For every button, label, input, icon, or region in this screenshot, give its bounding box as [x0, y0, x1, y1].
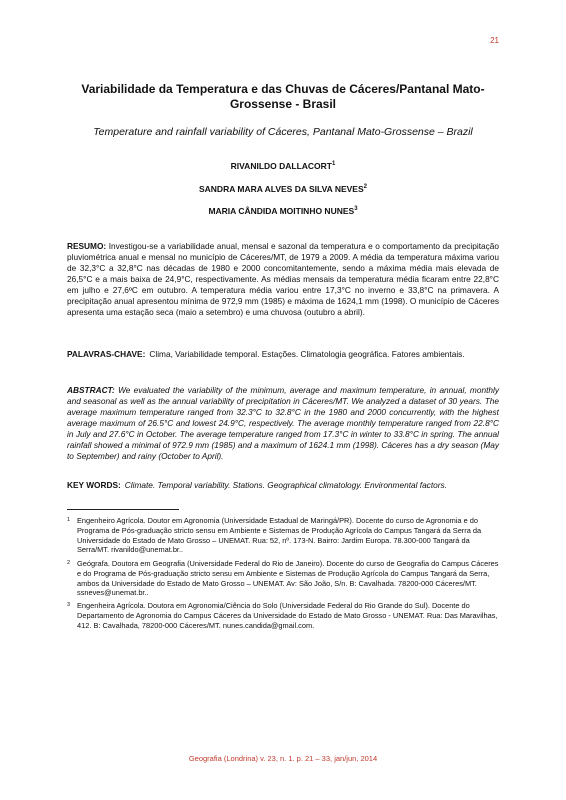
footnote-text: Geógrafa. Doutora em Geografia (Universidade Federal do Rio de Janeiro). Docente do curso de Geografia do Campus Cáceres e do Programa de Pós-graduação stricto sensu em Ambiente e Sistemas de Produção Agrícola do Campus Tangará da Serra, ambos da Universidade do Estado de Mato Grosso – UNEMAT. Av: São João, S/n. B: Cavalhada. 78200-000 Cáceres/MT. ssneves@unemat.br.. — [77, 559, 499, 598]
footnote-number: 3 — [67, 602, 71, 608]
key-words-text: Climate. Temporal variability. Stations. Geographical climatology. Environmental factors. — [124, 480, 447, 490]
footnote-text: Engenheiro Agrícola. Doutor em Agronomia (Universidade Estadual de Maringá/PR). Docente do curso de Agronomia e do Programa de Pós-graduação stricto sensu em Ambiente e Sistemas de Produção Agrícola do Campus Tangará da Serra da Universidade do Estado de Mato Grosso – UNEMAT. Rua: 52, nº. 173-N. Bairro: Jardim Europa. 78.300-000 Tangará da Serra/MT. rivanildo@unemat.br.. — [77, 516, 482, 555]
author-2 — [62, 184, 504, 194]
footnote-mark[interactable]: 2 — [363, 184, 367, 191]
page-number: 21 — [490, 36, 499, 45]
footnote-3 — [67, 601, 499, 630]
abstract-section — [67, 385, 499, 462]
author-3 — [62, 206, 504, 216]
palavras-chave-text: Clima, Variabilidade temporal. Estações. Climatologia geográfica. Fatores ambientais. — [149, 349, 465, 359]
resumo-text: Investigou-se a variabilidade anual, mensal e sazonal da temperatura e o comportamento da precipitação pluviométrica anual e mensal no município de Cáceres/MT, de 1979 a 2009. A média da temperatura máxima variou de 32,3°C a 32,8°C nas décadas de 1980 e 2000 concomitantemente, sendo a máxima média mais elevada de 26,5°C e a mais baixa de 24,9°C, respectivamente. As médias mensais da temperatura média ficaram entre 22,8°C em julho e 27,6ºC em outubro. A temperatura média variou entre 17,3°C no inverno e 33,8°C na primavera. A precipitação anual apresentou mínima de 972,9 mm (1985) e máxima de 1624,1 mm (1998). O município de Cáceres apresenta uma estação seca (maio a setembro) e uma chuvosa (outubro a abril). — [67, 241, 499, 317]
footnote-2 — [67, 559, 499, 598]
author-name: RIVANILDO DALLACORT — [230, 161, 333, 171]
palavras-chave-label: PALAVRAS-CHAVE: — [67, 349, 146, 359]
footnote-number: 1 — [67, 517, 71, 523]
footnote-mark[interactable]: 1 — [332, 161, 336, 168]
journal-footer: Geografia (Londrina) v. 23, n. 1. p. 21 – 33, jan/jun, 2014 — [188, 754, 378, 763]
footnote-text: Engenheira Agrícola. Doutora em Agronomia/Ciência do Solo (Universidade Federal do Rio Grande do Sul). Docente do Departamento de Agronomia do Campus Cáceres da Universidade do Estado de Mato Grosso - UNEMAT. Rua: Das Maravilhas, 412. B: Cavalhada, 78200-000 Cáceres/MT. nunes.candida@gmail.com. — [77, 601, 498, 630]
article-title: Variabilidade da Temperatura e das Chuvas de Cáceres/Pantanal Mato-Grossense - Brasil — [81, 82, 485, 111]
key-words-label: KEY WORDS: — [67, 480, 121, 490]
palavras-chave-section — [67, 349, 499, 360]
author-1 — [62, 161, 504, 171]
author-name: MARIA CÂNDIDA MOITINHO NUNES — [208, 206, 355, 216]
footnote-mark[interactable]: 3 — [354, 206, 358, 213]
resumo-section — [67, 241, 499, 318]
article-subtitle: Temperature and rainfall variability of Cáceres, Pantanal Mato-Grossense – Brazil — [93, 126, 473, 138]
key-words-section — [67, 480, 499, 491]
footnote-1 — [67, 516, 499, 555]
resumo-label: RESUMO: — [67, 241, 107, 251]
footnote-divider — [67, 509, 179, 510]
abstract-text: We evaluated the variability of the minimum, average and maximum temperature, in annual, monthly and seasonal as well as the annual variability of precipitation in Cáceres/MT. We analyzed a dataset of 30 years. The average maximum temperature ranged from 32.3°C to 32.8°C in the 1980 and 2000 concurrently, with the highest average maximum of 26.5°C and lowest 24.9°C, respectively. The average monthly temperature ranged from 22.8°C in July and 27.6°C in October. The average temperature ranged from 17.3°C in winter to 33.8°C in spring. The annual rainfall showed a minimal of 972.9 mm (1985) and a maximum of 1624.1 mm (1998). Cáceres has a dry season (May to September) and rainy (October to April). — [67, 385, 499, 461]
footnote-number: 2 — [67, 560, 71, 566]
abstract-label: ABSTRACT: — [67, 385, 115, 395]
author-name: SANDRA MARA ALVES DA SILVA NEVES — [198, 184, 364, 194]
